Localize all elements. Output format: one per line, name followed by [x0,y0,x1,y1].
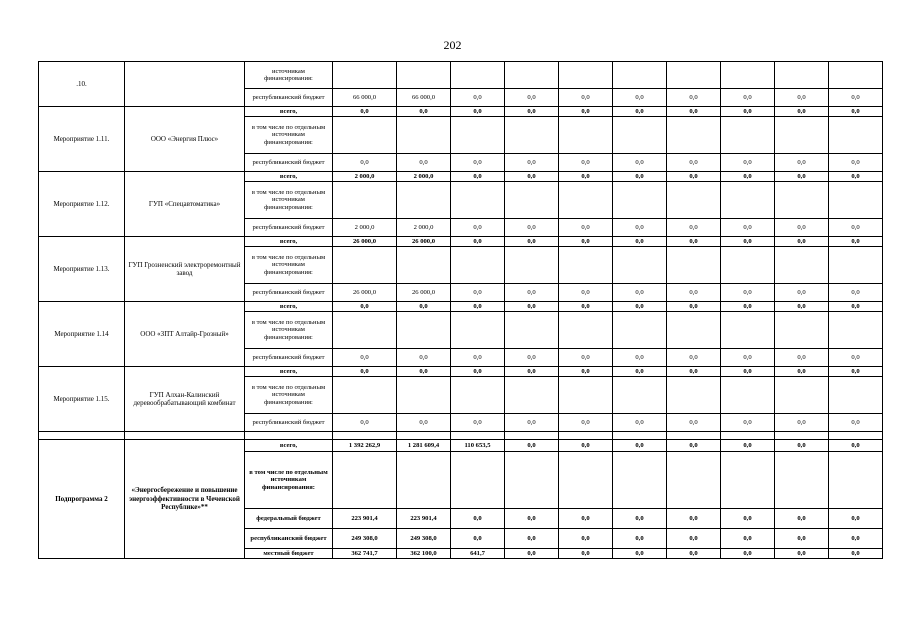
value-cell: 0,0 [667,219,721,237]
value-cell: 0,0 [775,89,829,107]
total-value-cell: 0,0 [559,237,613,247]
empty-cell [721,247,775,284]
value-cell: 0,0 [559,349,613,367]
value-cell: 0,0 [451,349,505,367]
total-value-cell: 0,0 [775,367,829,377]
value-cell: 362 100,0 [397,549,451,559]
value-cell: 0,0 [613,414,667,432]
empty-cell [829,182,883,219]
value-cell: 2 000,0 [397,219,451,237]
source-label: в том числе по отдельным источникам финансирования: [245,182,333,219]
value-cell: 0,0 [451,89,505,107]
empty-cell [505,312,559,349]
empty-cell [667,452,721,509]
total-value-cell: 0,0 [667,237,721,247]
total-value-cell: 0,0 [397,302,451,312]
empty-cell [613,182,667,219]
total-value-cell: 0,0 [829,302,883,312]
value-cell: 2 000,0 [333,219,397,237]
empty-cell [667,432,721,440]
value-cell: 0,0 [721,509,775,529]
total-value-cell: 0,0 [451,172,505,182]
empty-cell [559,62,613,89]
empty-cell [721,377,775,414]
value-cell: 0,0 [721,414,775,432]
value-cell: 249 308,0 [397,529,451,549]
empty-cell [829,62,883,89]
source-label: в том числе по отдельным источникам финансирования: [245,312,333,349]
source-label: республиканский бюджет [245,219,333,237]
value-cell: 0,0 [829,284,883,302]
source-label: всего, [245,367,333,377]
value-cell: 0,0 [559,549,613,559]
empty-cell [613,247,667,284]
executor-cell: ГУП Алхан-Калинский деревообрабатывающий комбинат [125,367,245,432]
source-label: в том числе по отдельным источникам финансирования: [245,247,333,284]
total-value-cell: 0,0 [667,302,721,312]
value-cell: 362 741,7 [333,549,397,559]
value-cell: 0,0 [775,284,829,302]
total-value-cell: 0,0 [505,367,559,377]
executor-cell: ГУП «Спецавтоматика» [125,172,245,237]
empty-cell [451,312,505,349]
total-value-cell: 0,0 [505,107,559,117]
value-cell: 0,0 [559,414,613,432]
empty-cell [721,182,775,219]
value-cell: 0,0 [451,154,505,172]
event-cell: Мероприятие 1.11. [39,107,125,172]
value-cell: 0,0 [721,219,775,237]
total-value-cell: 0,0 [559,302,613,312]
empty-cell [333,117,397,154]
total-value-cell: 0,0 [333,367,397,377]
empty-cell [775,432,829,440]
value-cell: 0,0 [505,284,559,302]
value-cell: 0,0 [613,349,667,367]
total-value-cell: 2 000,0 [333,172,397,182]
total-value-cell: 0,0 [559,440,613,452]
empty-cell [613,62,667,89]
total-value-cell: 0,0 [559,367,613,377]
executor-cell: «Энергосбережение и повышение энергоэффективности в Чеченской Республике»** [125,440,245,559]
total-value-cell: 0,0 [397,107,451,117]
source-label: республиканский бюджет [245,89,333,107]
value-cell: 0,0 [721,529,775,549]
total-value-cell: 0,0 [505,172,559,182]
event-cell: Подпрограмма 2 [39,440,125,559]
value-cell: 0,0 [667,284,721,302]
table-row [39,440,883,452]
value-cell: 0,0 [775,154,829,172]
value-cell: 0,0 [559,529,613,549]
empty-cell [721,432,775,440]
total-value-cell: 0,0 [775,302,829,312]
value-cell: 0,0 [613,284,667,302]
table-row [39,107,883,117]
empty-cell [775,182,829,219]
value-cell: 0,0 [613,529,667,549]
table-row [39,62,883,89]
value-cell: 0,0 [775,349,829,367]
total-value-cell: 26 000,0 [397,237,451,247]
total-value-cell: 0,0 [721,107,775,117]
source-label: всего, [245,302,333,312]
value-cell: 0,0 [829,219,883,237]
value-cell: 0,0 [667,154,721,172]
total-value-cell: 0,0 [829,237,883,247]
total-value-cell: 0,0 [829,367,883,377]
value-cell: 0,0 [559,154,613,172]
event-cell: .10. [39,62,125,107]
empty-cell [397,62,451,89]
empty-cell [397,312,451,349]
value-cell: 0,0 [397,349,451,367]
table-row [39,172,883,182]
event-cell: Мероприятие 1.12. [39,172,125,237]
executor-cell [125,62,245,107]
source-label: в том числе по отдельным источникам финансирования: [245,117,333,154]
value-cell: 0,0 [559,219,613,237]
value-cell: 0,0 [505,414,559,432]
total-value-cell: 0,0 [505,440,559,452]
empty-cell [451,377,505,414]
source-label: федеральный бюджет [245,509,333,529]
source-label: источникам финансирования: [245,62,333,89]
value-cell: 0,0 [721,349,775,367]
empty-cell [397,452,451,509]
value-cell: 0,0 [505,89,559,107]
value-cell: 0,0 [451,219,505,237]
total-value-cell: 0,0 [775,107,829,117]
empty-cell [125,432,245,440]
empty-cell [451,452,505,509]
value-cell: 0,0 [667,529,721,549]
empty-cell [505,62,559,89]
value-cell: 0,0 [505,219,559,237]
table-row [39,302,883,312]
empty-cell [775,62,829,89]
value-cell: 0,0 [505,549,559,559]
executor-cell: ГУП Грозненский электроремонтный завод [125,237,245,302]
total-value-cell: 110 653,5 [451,440,505,452]
total-value-cell: 0,0 [333,107,397,117]
budget-table [38,61,883,559]
total-value-cell: 0,0 [613,367,667,377]
total-value-cell: 0,0 [667,367,721,377]
event-cell: Мероприятие 1.14 [39,302,125,367]
source-label: всего, [245,440,333,452]
empty-cell [667,182,721,219]
empty-cell [559,377,613,414]
empty-cell [333,377,397,414]
source-label: всего, [245,107,333,117]
value-cell: 0,0 [667,414,721,432]
total-value-cell: 0,0 [451,107,505,117]
empty-cell [559,117,613,154]
value-cell: 0,0 [667,349,721,367]
empty-cell [613,452,667,509]
total-value-cell: 0,0 [721,172,775,182]
empty-cell [667,62,721,89]
empty-cell [333,312,397,349]
page-number: 202 [443,38,462,52]
empty-cell [667,247,721,284]
source-label: республиканский бюджет [245,414,333,432]
table-row [39,367,883,377]
value-cell: 0,0 [829,549,883,559]
value-cell: 0,0 [829,154,883,172]
empty-cell [505,452,559,509]
empty-cell [667,117,721,154]
total-value-cell: 0,0 [613,172,667,182]
empty-cell [613,117,667,154]
value-cell: 0,0 [775,509,829,529]
value-cell: 26 000,0 [397,284,451,302]
source-label: в том числе по отдельным источникам финансирования: [245,452,333,509]
empty-cell [829,452,883,509]
value-cell: 0,0 [775,414,829,432]
value-cell: 0,0 [829,414,883,432]
empty-cell [829,117,883,154]
empty-cell [721,452,775,509]
empty-cell [505,377,559,414]
total-value-cell: 0,0 [505,302,559,312]
value-cell: 0,0 [829,529,883,549]
total-value-cell: 26 000,0 [333,237,397,247]
value-cell: 0,0 [829,509,883,529]
empty-cell [397,182,451,219]
value-cell: 0,0 [333,154,397,172]
value-cell: 0,0 [559,284,613,302]
total-value-cell: 0,0 [505,237,559,247]
total-value-cell: 0,0 [829,107,883,117]
value-cell: 0,0 [721,89,775,107]
empty-cell [451,62,505,89]
value-cell: 249 308,0 [333,529,397,549]
total-value-cell: 0,0 [559,172,613,182]
empty-cell [613,312,667,349]
total-value-cell: 0,0 [775,172,829,182]
empty-cell [245,432,333,440]
value-cell: 0,0 [451,284,505,302]
value-cell: 0,0 [559,89,613,107]
value-cell: 0,0 [667,509,721,529]
value-cell: 0,0 [451,529,505,549]
total-value-cell: 0,0 [721,237,775,247]
empty-cell [397,377,451,414]
empty-cell [333,247,397,284]
value-cell: 0,0 [397,414,451,432]
empty-cell [559,432,613,440]
value-cell: 0,0 [721,549,775,559]
executor-cell: ООО «ЗПТ Алтайр-Грозный» [125,302,245,367]
source-label: республиканский бюджет [245,284,333,302]
total-value-cell: 0,0 [451,237,505,247]
total-value-cell: 1 392 262,9 [333,440,397,452]
empty-cell [775,452,829,509]
total-value-cell: 0,0 [667,172,721,182]
total-value-cell: 0,0 [721,367,775,377]
value-cell: 0,0 [505,154,559,172]
total-value-cell: 0,0 [775,440,829,452]
source-label: в том числе по отдельным источникам финансирования: [245,377,333,414]
source-label: местный бюджет [245,549,333,559]
total-value-cell: 0,0 [451,367,505,377]
value-cell: 0,0 [667,89,721,107]
value-cell: 223 901,4 [397,509,451,529]
empty-cell [721,312,775,349]
empty-cell [829,247,883,284]
total-value-cell: 0,0 [451,302,505,312]
empty-cell [505,117,559,154]
total-value-cell: 0,0 [613,237,667,247]
value-cell: 0,0 [721,154,775,172]
total-value-cell: 0,0 [559,107,613,117]
value-cell: 0,0 [333,349,397,367]
empty-cell [451,247,505,284]
total-value-cell: 0,0 [829,440,883,452]
value-cell: 0,0 [505,509,559,529]
value-cell: 641,7 [451,549,505,559]
empty-cell [333,432,397,440]
value-cell: 0,0 [829,349,883,367]
value-cell: 0,0 [451,414,505,432]
empty-cell [397,432,451,440]
value-cell: 26 000,0 [333,284,397,302]
empty-cell [667,312,721,349]
total-value-cell: 1 281 609,4 [397,440,451,452]
empty-cell [775,312,829,349]
value-cell: 0,0 [559,509,613,529]
source-label: республиканский бюджет [245,154,333,172]
total-value-cell: 0,0 [613,107,667,117]
empty-cell [559,247,613,284]
empty-cell [333,182,397,219]
value-cell: 0,0 [613,89,667,107]
empty-cell [333,452,397,509]
source-label: республиканский бюджет [245,529,333,549]
empty-cell [505,432,559,440]
executor-cell: ООО «Энергия Плюс» [125,107,245,172]
empty-cell [721,62,775,89]
table-row [39,237,883,247]
empty-cell [333,62,397,89]
value-cell: 66 000,0 [333,89,397,107]
value-cell: 0,0 [613,509,667,529]
total-value-cell: 0,0 [775,237,829,247]
empty-cell [39,432,125,440]
empty-cell [775,247,829,284]
event-cell: Мероприятие 1.15. [39,367,125,432]
empty-cell [505,182,559,219]
value-cell: 0,0 [829,89,883,107]
total-value-cell: 0,0 [613,440,667,452]
value-cell: 0,0 [505,349,559,367]
total-value-cell: 0,0 [397,367,451,377]
empty-cell [505,247,559,284]
total-value-cell: 0,0 [333,302,397,312]
event-cell: Мероприятие 1.13. [39,237,125,302]
value-cell: 0,0 [613,154,667,172]
value-cell: 0,0 [775,529,829,549]
value-cell: 0,0 [397,154,451,172]
value-cell: 0,0 [721,284,775,302]
empty-cell [829,432,883,440]
empty-cell [775,117,829,154]
source-label: всего, [245,237,333,247]
empty-cell [613,377,667,414]
empty-cell [451,432,505,440]
empty-cell [451,182,505,219]
spacer-row [39,432,883,440]
total-value-cell: 0,0 [613,302,667,312]
total-value-cell: 0,0 [721,302,775,312]
source-label: республиканский бюджет [245,349,333,367]
empty-cell [559,452,613,509]
total-value-cell: 0,0 [667,440,721,452]
value-cell: 0,0 [613,219,667,237]
empty-cell [721,117,775,154]
empty-cell [613,432,667,440]
empty-cell [397,117,451,154]
source-label: всего, [245,172,333,182]
empty-cell [397,247,451,284]
value-cell: 0,0 [667,549,721,559]
value-cell: 0,0 [775,219,829,237]
empty-cell [829,377,883,414]
empty-cell [451,117,505,154]
value-cell: 66 000,0 [397,89,451,107]
empty-cell [829,312,883,349]
value-cell: 0,0 [613,549,667,559]
empty-cell [559,312,613,349]
value-cell: 223 901,4 [333,509,397,529]
empty-cell [775,377,829,414]
value-cell: 0,0 [451,509,505,529]
total-value-cell: 0,0 [667,107,721,117]
empty-cell [667,377,721,414]
total-value-cell: 2 000,0 [397,172,451,182]
empty-cell [559,182,613,219]
value-cell: 0,0 [333,414,397,432]
value-cell: 0,0 [775,549,829,559]
total-value-cell: 0,0 [721,440,775,452]
total-value-cell: 0,0 [829,172,883,182]
value-cell: 0,0 [505,529,559,549]
